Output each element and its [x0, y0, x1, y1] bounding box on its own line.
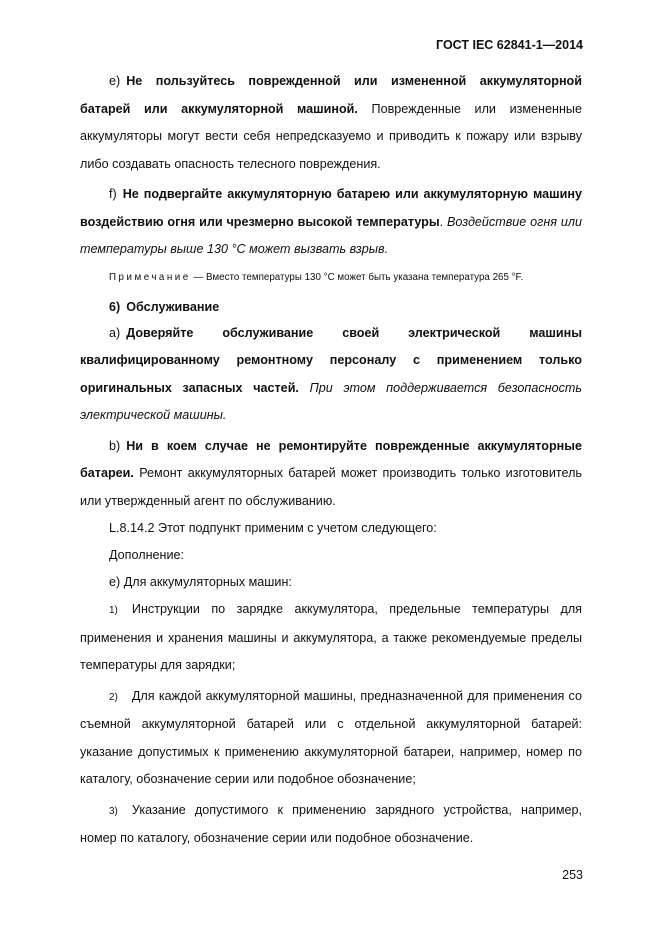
paragraph-e — [80, 68, 582, 178]
page-number: 253 — [562, 868, 583, 882]
note — [80, 268, 582, 288]
clause-l8142: L.8.14.2 Этот подпункт применим с учетом следующего: — [109, 521, 437, 535]
warning-bold-text: Ни в коем случае не ремонтируйте поврежденные аккумуляторные батареи. — [80, 438, 582, 480]
addition-label: Дополнение: — [109, 548, 185, 562]
section-heading — [80, 294, 582, 320]
section-title: Обслуживание — [126, 299, 220, 314]
italic-text: Воздействие огня или температуры выше 130 °С может вызвать взрыв. — [80, 214, 582, 256]
paragraph-text: Ремонт аккумуляторных батарей может производить только изготовитель или утвержденный агент по обслуживанию. — [80, 466, 582, 508]
list-item-text: Инструкции по зарядке аккумулятора, предельные температуры для применения и хранения машины и аккумулятора, а также рекомендуемые пределы температуры для зарядки; — [80, 602, 582, 672]
note-label: Примечание — [109, 271, 191, 283]
document-code-header: ГОСТ IEC 62841-1—2014 — [436, 38, 583, 52]
list-item — [80, 683, 582, 794]
note-text: — Вместо температуры 130 °С может быть указана температура 265 °F. — [190, 271, 524, 283]
paragraph-text: Поврежденные или измененные аккумуляторы могут вести себя непредсказуемо и приводить к пожару или взрыву либо создавать опасность телесного повреждения. — [80, 101, 582, 171]
item-marker: е) — [109, 74, 121, 88]
section-number: 6) — [109, 299, 121, 314]
paragraph-a — [80, 320, 582, 430]
item-marker: b) — [109, 438, 121, 453]
list-item-number: 1) — [109, 605, 118, 616]
paragraph-f — [80, 181, 582, 264]
warning-bold-text: Не подвергайте аккумуляторную батарею или аккумуляторную машину воздействию огня или чрезмерно высокой температуры — [80, 187, 582, 229]
list-item — [80, 797, 582, 853]
list-item-text: Указание допустимого к применению зарядного устройства, например, номер по каталогу, обозначение серии или подобное обозначение. — [80, 802, 582, 845]
list-item-number: 2) — [109, 691, 118, 703]
separator: . — [439, 214, 447, 229]
e-intro: е) Для аккумуляторных машин: — [109, 575, 292, 589]
list-item-text: Для каждой аккумуляторной машины, предназначенной для применения со съемной аккумуляторной батарей или с отдельной аккумуляторной батарей: указание допустимых к применению аккумуляторной батареи, например, номер по каталогу, обозначение серии или подобное обозначение; — [80, 688, 582, 786]
list-item-number: 3) — [109, 805, 118, 817]
warning-bold-text: Не пользуйтесь поврежденной или измененной аккумуляторной батарей или аккумуляторной машиной. — [80, 74, 582, 116]
italic-text: При этом поддерживается безопасность электрической машины. — [80, 380, 582, 422]
page-content — [80, 68, 582, 853]
paragraph-b — [80, 433, 582, 516]
warning-bold-text: Доверяйте обслуживание своей электрической машины квалифицированному ремонтному персоналу с применением только оригинальных запасных частей. — [80, 325, 582, 395]
item-marker: f) — [109, 187, 117, 201]
item-marker: а) — [109, 325, 121, 340]
list-item — [80, 596, 582, 680]
